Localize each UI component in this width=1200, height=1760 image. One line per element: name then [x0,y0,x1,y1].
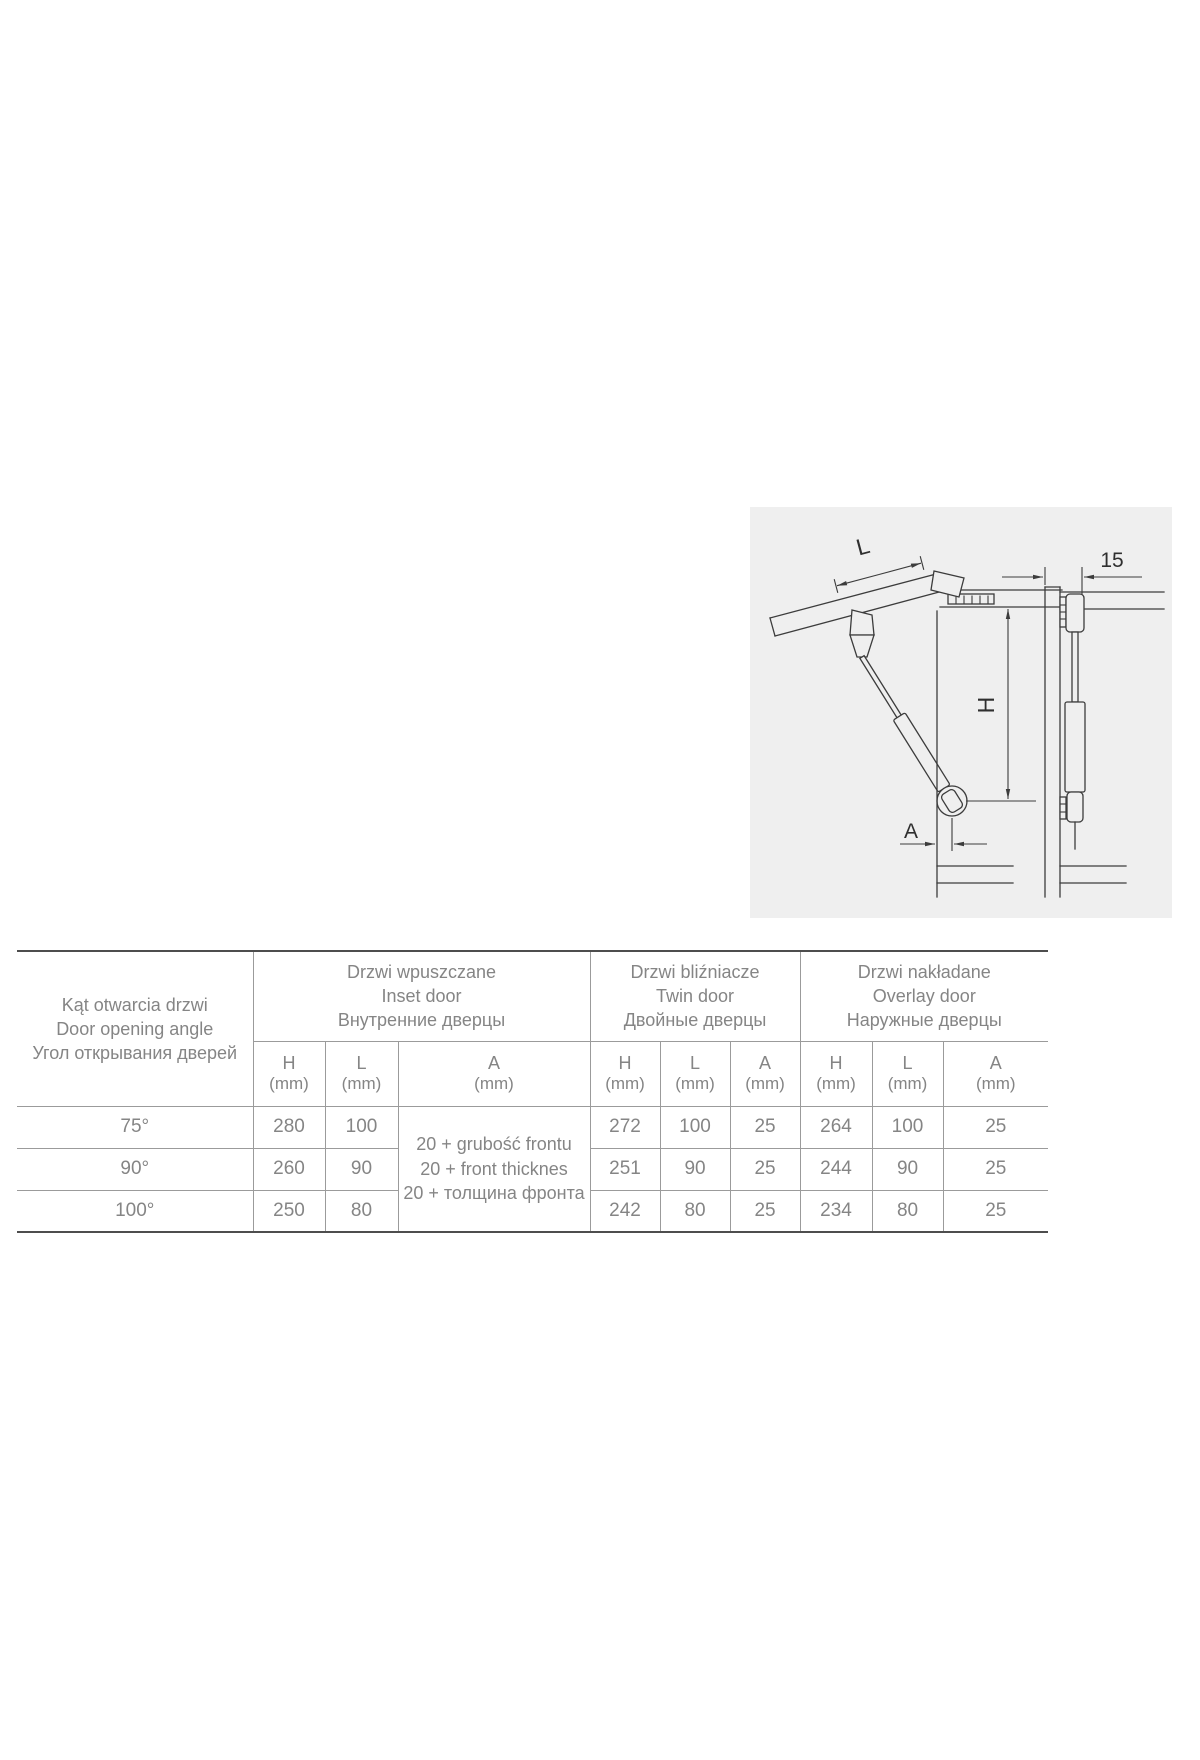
open-door-view [770,532,1062,897]
merged-a-line-ru: 20 + толщина фронта [403,1182,585,1203]
subheader-inset-h [253,1041,325,1106]
dim-label-l: L [853,532,873,561]
angle-cell: 100° [17,1190,253,1232]
value-cell: 25 [943,1106,1048,1148]
subheader-unit: (mm) [341,1074,382,1094]
merged-a-line-en: 20 + front thicknes [420,1158,568,1179]
subheader-dim: A [989,1052,1002,1073]
subheader-dim: A [759,1052,772,1073]
subheader-unit: (mm) [745,1074,785,1094]
group-header-line: Drzwi wpuszczane [346,962,497,983]
overlay-door-group-header [800,951,1048,1041]
group-header-line: Inset door [381,986,462,1007]
value-cell: 280 [253,1106,325,1148]
angle-header-line-en: Door opening angle [56,1018,214,1039]
value-cell: 250 [253,1190,325,1232]
value-cell: 25 [943,1148,1048,1190]
merged-a-cell [398,1106,590,1232]
subheader-dim: A [488,1052,501,1073]
inset-door-group-header [253,951,590,1041]
value-cell: 25 [943,1190,1048,1232]
value-cell: 264 [800,1106,872,1148]
value-cell: 25 [730,1106,800,1148]
value-cell: 242 [590,1190,660,1232]
subheader-dim: L [356,1052,367,1073]
value-cell: 272 [590,1106,660,1148]
subheader-twin-h [590,1041,660,1106]
subheader-dim: L [690,1052,701,1073]
angle-cell: 90° [17,1148,253,1190]
value-cell: 80 [660,1190,730,1232]
subheader-dim: H [829,1052,843,1073]
subheader-inset-a [398,1041,590,1106]
subheader-twin-l [660,1041,730,1106]
group-header-line: Twin door [656,986,735,1007]
subheader-dim: H [618,1052,632,1073]
value-cell: 251 [590,1148,660,1190]
angle-column-header [17,951,253,1106]
subheader-unit: (mm) [816,1074,856,1094]
subheader-overlay-h [800,1041,872,1106]
technical-drawing-svg [750,507,1172,918]
subheader-overlay-l [872,1041,943,1106]
dim-label-h: H [973,696,999,714]
value-cell: 100 [660,1106,730,1148]
dimensions-table [17,950,1048,1233]
twin-door-group-header [590,951,800,1041]
diagram-panel [750,507,1172,918]
group-header-line: Наружные дверцы [846,1010,1002,1031]
subheader-unit: (mm) [675,1074,715,1094]
subheader-unit: (mm) [887,1074,928,1094]
dim-label-a: A [903,820,919,843]
subheader-twin-a [730,1041,800,1106]
group-header-line: Drzwi bliźniacze [630,962,760,983]
value-cell: 90 [325,1148,398,1190]
dim-label-15: 15 [1100,549,1124,572]
subheader-dim: H [282,1052,296,1073]
group-header-line: Drzwi nakładane [857,962,991,983]
value-cell: 234 [800,1190,872,1232]
closed-door-view [1002,549,1164,897]
group-header-line: Внутренние дверцы [337,1010,506,1031]
value-cell: 244 [800,1148,872,1190]
value-cell: 260 [253,1148,325,1190]
subheader-inset-l [325,1041,398,1106]
subheader-unit: (mm) [605,1074,645,1094]
group-header-line: Двойные дверцы [623,1010,767,1031]
merged-a-line-pl: 20 + grubość frontu [416,1134,572,1155]
subheader-unit: (mm) [474,1074,514,1094]
value-cell: 100 [872,1106,943,1148]
subheader-dim: L [902,1052,913,1073]
subheader-unit: (mm) [975,1074,1016,1094]
angle-header-line-pl: Kąt otwarcia drzwi [61,994,208,1015]
angle-cell: 75° [17,1106,253,1148]
value-cell: 25 [730,1190,800,1232]
angle-header-line-ru: Угол открывания дверей [32,1042,238,1063]
subheader-overlay-a [943,1041,1048,1106]
value-cell: 25 [730,1148,800,1190]
subheader-unit: (mm) [269,1074,309,1094]
value-cell: 80 [872,1190,943,1232]
value-cell: 90 [872,1148,943,1190]
value-cell: 80 [325,1190,398,1232]
value-cell: 90 [660,1148,730,1190]
group-header-line: Overlay door [872,986,976,1007]
value-cell: 100 [325,1106,398,1148]
